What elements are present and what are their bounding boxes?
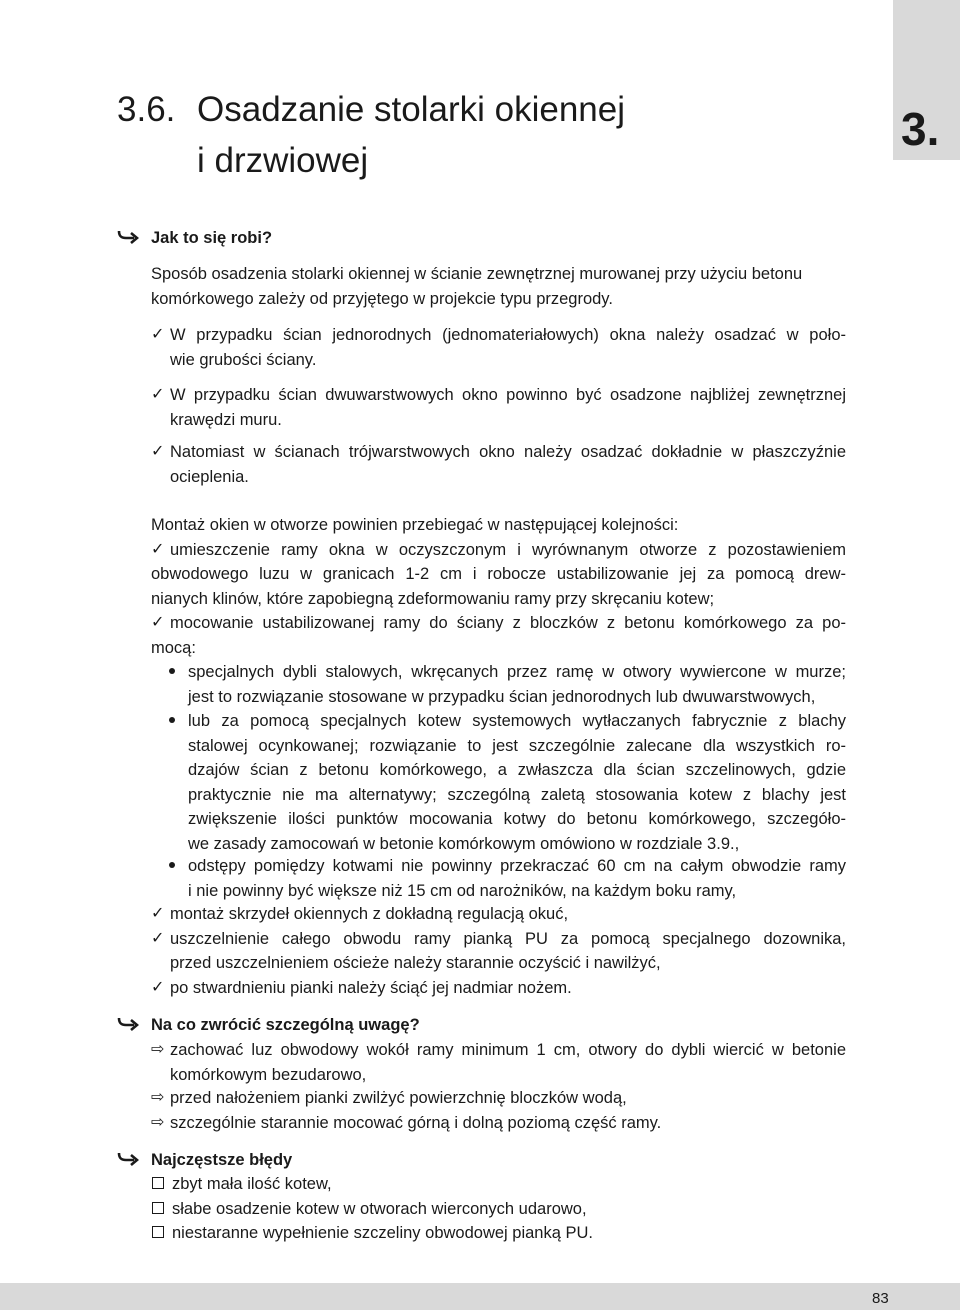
check-3-line-2: ocieplenia.: [170, 467, 249, 486]
step-4-line-2: przed uszczelnieniem ościeże należy starannie oczyścić i nawilżyć,: [170, 954, 661, 972]
check-1-line-2: wie grubości ściany.: [170, 350, 317, 369]
heading-common-errors: Najczęstsze błędy: [151, 1151, 293, 1169]
check-icon: ✓: [151, 443, 165, 460]
bullet-3-line-2: i nie powinny być większe niż 15 cm od narożników, na każdym boku ramy,: [188, 881, 737, 900]
check-icon: ✓: [151, 540, 165, 558]
check-2-line-1: W przypadku ścian dwuwarstwowych okno powinno być osadzone najbliżej zewnętrznej: [170, 386, 846, 404]
page-title-line-2: i drzwiowej: [197, 141, 369, 180]
attention-1-line-1: zachować luz obwodowy wokół ramy minimum 1 cm, otwory do dybli wiercić w betonie: [170, 1041, 846, 1059]
check-icon: ✓: [151, 326, 165, 343]
hook-arrow-icon: [117, 229, 139, 245]
bullet-2-line-6: we zasady zamocowań w betonie komórkowym omówiono w rozdziale 3.9.,: [188, 834, 740, 853]
check-icon: ✓: [151, 386, 165, 403]
section-number: 3.6.: [117, 90, 176, 129]
hollow-arrow-icon: ⇨: [151, 1113, 165, 1131]
attention-1-line-2: komórkowym bezudarowo,: [170, 1065, 367, 1084]
heading-how-to: Jak to się robi?: [151, 229, 273, 247]
checkbox-icon: [152, 1226, 164, 1238]
check-3-line-1: Natomiast w ścianach trójwarstwowych okno należy osadzać dokładnie w płaszczyźnie: [170, 443, 846, 461]
hook-arrow-icon: [117, 1016, 139, 1032]
bullet-2-line-2: stalowej ocynkowanej; rozwiązanie to jest szczególnie zalecane dla wszystkich ro-: [188, 736, 846, 755]
hook-arrow-icon: [117, 1151, 139, 1167]
montage-intro: Montaż okien w otworze powinien przebiegać w następującej kolejności:: [151, 516, 679, 534]
check-icon: ✓: [151, 614, 165, 631]
bullet-dot: [169, 862, 175, 868]
page-title-line-1: Osadzanie stolarki okiennej: [197, 90, 626, 129]
checkbox-icon: [152, 1177, 164, 1189]
check-2-line-2: krawędzi muru.: [170, 410, 282, 429]
bullet-2-line-5: zwiększenie ilości punktów mocowania kotwy do betonu komórkowego, szczegóło-: [188, 810, 846, 828]
intro-line-2: komórkowego zależy od przyjętego w projekcie typu przegrody.: [151, 289, 613, 308]
attention-2: przed nałożeniem pianki zwilżyć powierzchnię bloczków wodą,: [170, 1089, 627, 1107]
step-3-line-1: montaż skrzydeł okiennych z dokładną regulacją okuć,: [170, 905, 569, 923]
bullet-1-line-1: specjalnych dybli stalowych, wkręcanych przez ramę w otwory wywiercone w murze;: [188, 663, 846, 681]
check-1-line-1: W przypadku ścian jednorodnych (jednomateriałowych) okna należy osadzać w poło-: [170, 326, 846, 344]
attention-3: szczególnie starannie mocować górną i dolną poziomą część ramy.: [170, 1113, 662, 1132]
step-5-line-1: po stwardnieniu pianki należy ściąć jej nadmiar nożem.: [170, 978, 572, 997]
page-number: 83: [872, 1290, 889, 1307]
step-4-line-1: uszczelnienie całego obwodu ramy pianką PU za pomocą specjalnego dozownika,: [170, 929, 846, 948]
step-1-line-2: obwodowego luzu w granicach 1-2 cm i robocze ustabilizowanie jej za pomocą drew-: [151, 565, 846, 583]
bullet-dot: [169, 668, 175, 674]
check-icon: ✓: [151, 905, 165, 922]
hollow-arrow-icon: ⇨: [151, 1041, 165, 1058]
step-2-line-2: mocą:: [151, 638, 196, 657]
error-1: zbyt mała ilość kotew,: [172, 1175, 332, 1193]
heading-attention: Na co zwrócić szczególną uwagę?: [151, 1016, 420, 1034]
step-1-line-3: nianych klinów, które zapobiegną zdeformowaniu ramy przy skręcaniu kotew;: [151, 589, 715, 608]
bullet-2-line-3: dzajów ścian z betonu komórkowego, a zwłaszcza dla ścian szczelinowych, gdzie: [188, 761, 846, 779]
checkbox-icon: [152, 1202, 164, 1214]
step-2-line-1: mocowanie ustabilizowanej ramy do ściany z bloczków z betonu komórkowego za po-: [170, 614, 846, 632]
intro-line-1: Sposób osadzenia stolarki okiennej w ścianie zewnętrznej murowanej przy użyciu betonu: [151, 265, 803, 283]
error-3: niestaranne wypełnienie szczeliny obwodowej pianką PU.: [172, 1224, 593, 1242]
check-icon: ✓: [151, 929, 165, 947]
step-1-line-1: umieszczenie ramy okna w oczyszczonym i wyrównanym otworze z pozostawieniem: [170, 540, 846, 559]
bullet-3-line-1: odstępy pomiędzy kotwami nie powinny przekraczać 60 cm na całym obwodzie ramy: [188, 857, 846, 875]
bullet-dot: [169, 717, 175, 723]
bullet-2-line-1: lub za pomocą specjalnych kotew systemowych wytłaczanych fabrycznie z blachy: [188, 712, 846, 730]
check-icon: ✓: [151, 978, 165, 996]
bullet-1-line-2: jest to rozwiązanie stosowane w przypadku ścian jednorodnych lub dwuwarstwowych,: [188, 687, 816, 706]
chapter-number: 3.: [901, 103, 940, 155]
footer-bar: [0, 1283, 960, 1310]
error-2: słabe osadzenie kotew w otworach wierconych udarowo,: [172, 1199, 587, 1218]
hollow-arrow-icon: ⇨: [151, 1089, 165, 1106]
bullet-2-line-4: praktycznie nie ma alternatywy; szczególną zaletą stosowania kotew z blachy jest: [188, 785, 846, 804]
